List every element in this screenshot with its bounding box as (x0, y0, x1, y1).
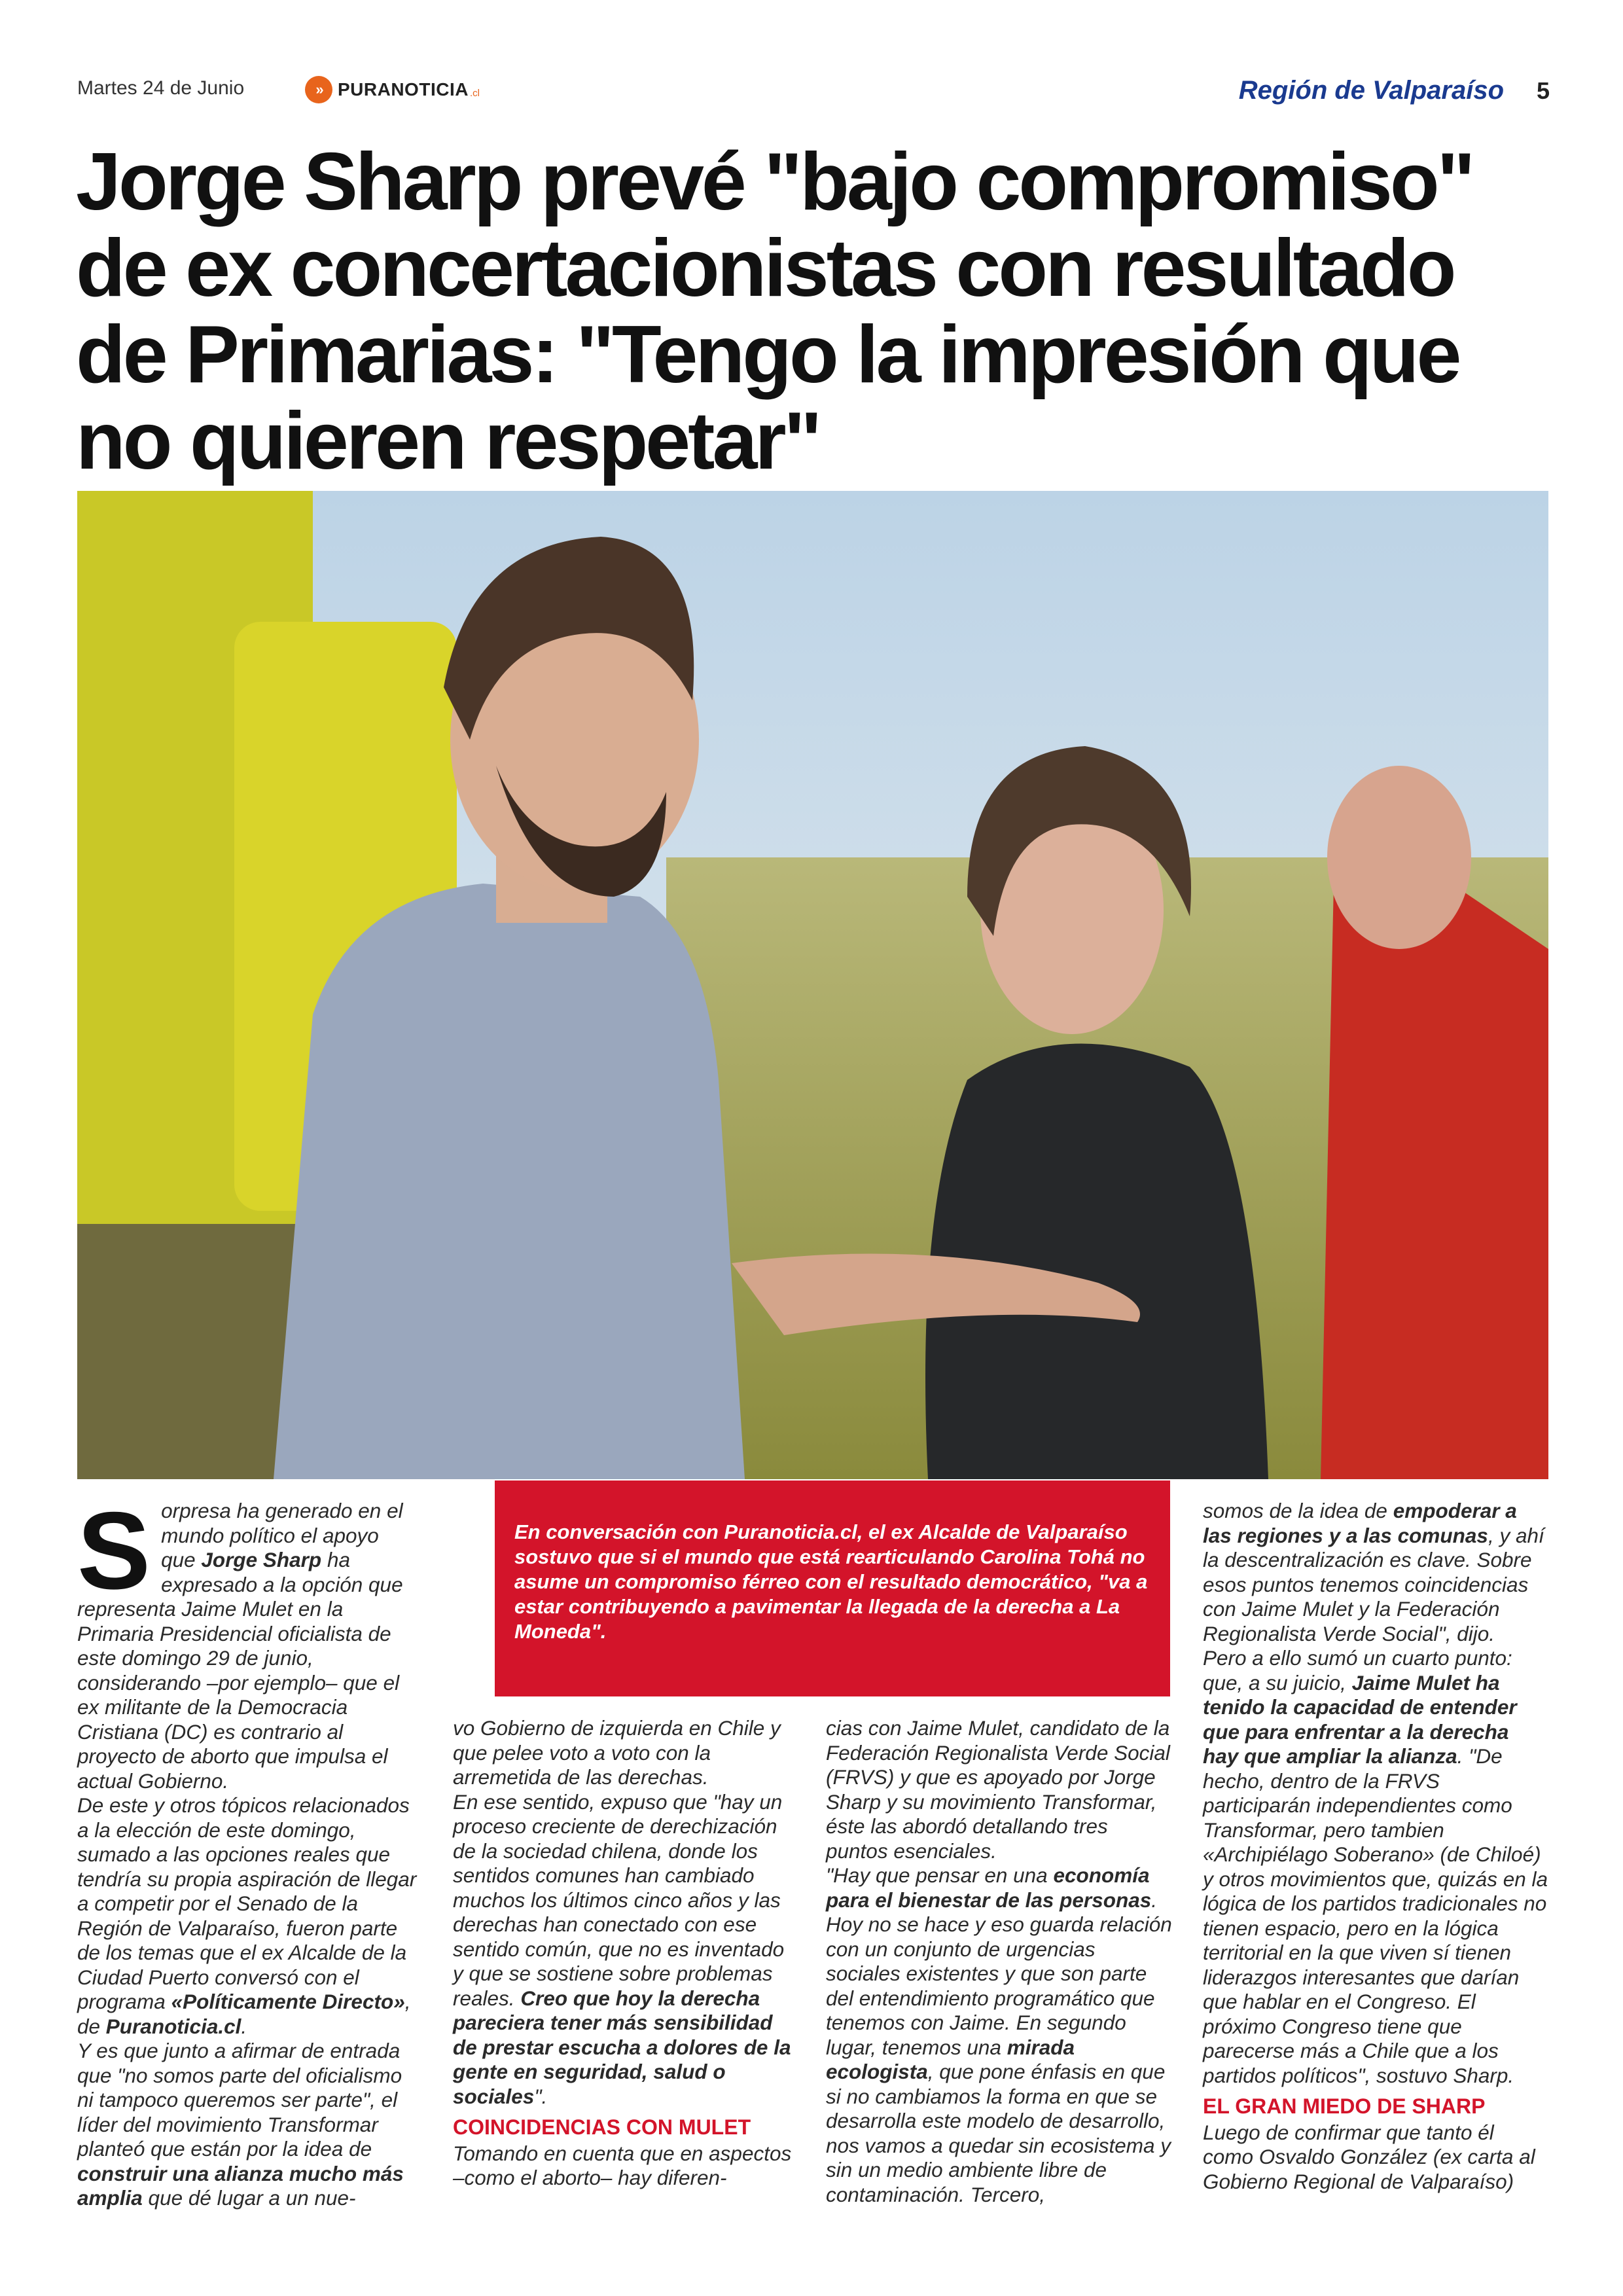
column-4-para-2: Pero a ello sumó un cuarto punto: que, a su juicio, Jaime Mulet ha tenido la capacidad de entender que para enfrentar a la derecha hay que ampliar la alianza. "De hecho, dentro de la FRVS participarán independientes como Transformar, pero tambien «Archipiélago Soberano» (de Chiloé) y otros movimientos que, quizás en la lógica de los partidos tradicionales no tienen espacio, pero en la lógica territorial en la que viven sí tienen liderazgos interesantes que darían que hablar en el Congreso. El próximo Congreso tiene que parecerse más a Chile que a los partidos políticos", sostuvo Sharp. (1203, 1646, 1548, 2087)
section-region: Región de Valparaíso (1238, 76, 1504, 105)
issue-date: Martes 24 de Junio (77, 77, 245, 99)
column-2-para-1: vo Gobierno de izquierda en Chile y que pelee voto a voto con la arremetida de las derechas. (453, 1716, 781, 1789)
column-2-para-3: Tomando en cuenta que en aspectos –como el aborto– hay diferen- (453, 2141, 792, 2189)
logo-arrows-icon: » (305, 76, 332, 103)
article-headline: Jorge Sharp prevé "bajo compromiso" de ex concertacionistas con resultado de Primarias: "Tengo la impresión que no quieren respetar" (76, 137, 1473, 486)
article-photo (77, 491, 1548, 1479)
drop-cap: S (77, 1489, 151, 1612)
subhead-gran-miedo: EL GRAN MIEDO DE SHARP (1203, 2094, 1486, 2118)
column-2 (453, 1716, 797, 2191)
column-2-para-2: En ese sentido, expuso que "hay un proceso creciente de derechización de la sociedad chilena, donde los sentidos comunes han cambiado muchos los últimos cinco años y las derechas han conectado con ese sentido común, que no es inventado y que se sostiene sobre problemas reales. Creo que hoy la derecha pareciera tener más sensibilidad de prestar escucha a dolores de la gente en seguridad, salud o sociales". (453, 1789, 791, 2108)
page-header (77, 73, 1550, 113)
column-1-para-3: Y es que junto a afirmar de entrada que "no somos parte del oficialismo ni tampoco queremos ser parte", el líder del movimiento Transformar planteó que están por la idea de construir una alianza mucho más amplia que dé lugar a un nue- (77, 2039, 404, 2210)
column-4 (1203, 1499, 1550, 2194)
column-4-para-1: somos de la idea de empoderar a las regiones y a las comunas, y ahí la descentralización es clave. Sobre esos puntos tenemos coincidencias con Jaime Mulet y la Federación Regionalista Verde Social", dijo. (1203, 1499, 1544, 1645)
page-number: 5 (1536, 77, 1550, 104)
column-4-para-3: Luego de confirmar que tanto él como Osvaldo González (ex carta al Gobierno Regional de Valparaíso) (1203, 2120, 1535, 2193)
column-1-para-2: De este y otros tópicos relacionados a la elección de este domingo, sumado a las opciones reales que tendría su propia aspiración de llegar a competir por el Senado de la Región de Valparaíso, fueron parte de los temas que el ex Alcalde de la Ciudad Puerto conversó con el programa «Políticamente Directo», de Puranoticia.cl. (77, 1793, 417, 2038)
column-3 (826, 1716, 1173, 2207)
column-1 (77, 1489, 419, 2211)
logo-text: PURANOTICIA (338, 79, 469, 99)
column-3-para-2: "Hay que pensar en una economía para el bienestar de las personas. Hoy no se hace y eso guarda relación con un conjunto de urgencias sociales existentes y que son parte del entendimiento programático que tenemos con Jaime. En segundo lugar, tenemos una mirada ecologista, que pone énfasis en que si no cambiamos la forma en que se desarrolla este modelo de desarrollo, nos vamos a quedar sin ecosistema y sin un medio ambiente libre de contaminación. Tercero, (826, 1863, 1172, 2206)
logo-suffix: .cl (469, 87, 480, 99)
column-3-para-1: cias con Jaime Mulet, candidato de la Federación Regionalista Verde Social (FRVS) y que es apoyado por Jorge Sharp y su movimiento Transformar, éste las abordó detallando tres puntos esenciales. (826, 1716, 1170, 1863)
subhead-coincidencias: COINCIDENCIAS CON MULET (453, 2115, 751, 2139)
column-1-para-1: Sorpresa ha generado en el mundo político el apoyo que Jorge Sharp ha expresado a la opción que representa Jaime Mulet en la Primaria Presidencial oficialista de este domingo 29 de junio, considerando –por ejemplo– que el ex militante de la Democracia Cristiana (DC) es contrario al proyecto de aborto que impulsa el actual Gobierno. (77, 1489, 403, 1793)
puranoticia-logo (305, 73, 480, 106)
photo-illustration (77, 491, 1548, 1479)
pull-quote: En conversación con Puranoticia.cl, el ex Alcalde de Valparaíso sostuvo que si el mundo que está rearticulando Carolina Tohá no asume un compromiso férreo con el resultado democrático, "va a estar contribuyendo a pavimentar la llegada de la derecha a La Moneda". (495, 1480, 1170, 1696)
